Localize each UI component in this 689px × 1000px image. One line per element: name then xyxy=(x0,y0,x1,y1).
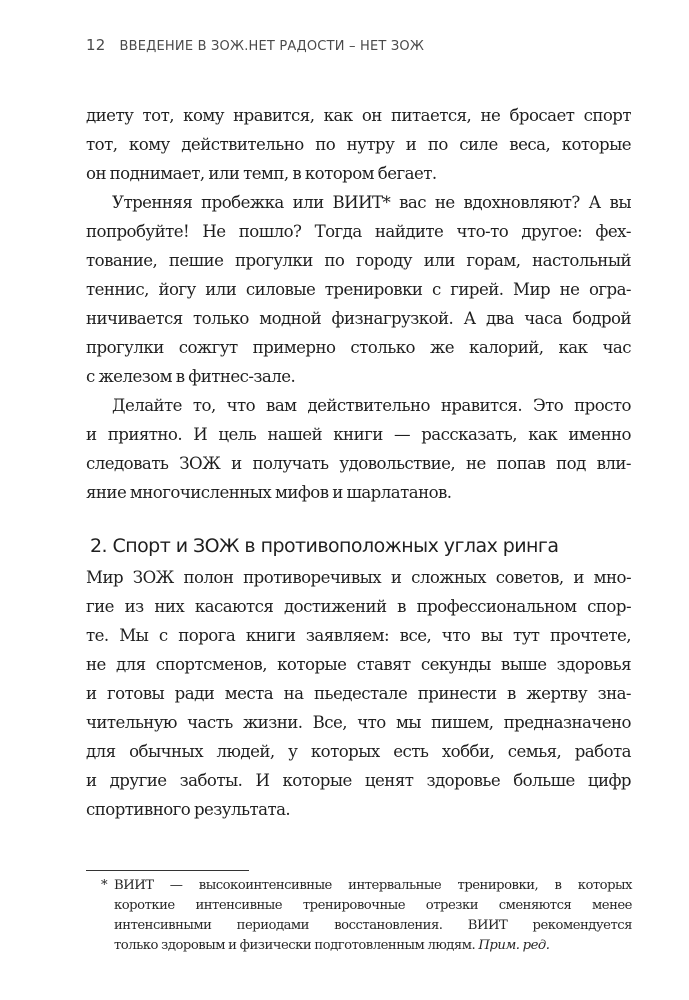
footnote-line: ВИИТ — высокоинтенсивные интервальные тренировки, в которых xyxy=(114,878,632,893)
text-line: гие из них касаются достижений в профессиональном спор- xyxy=(86,597,631,616)
text-line: тование, пешие прогулки по городу или горам, настольный xyxy=(86,251,631,270)
text-line: следовать ЗОЖ и получать удовольствие, не попав под вли- xyxy=(86,454,631,473)
footnote-marker: * xyxy=(101,878,108,893)
text-line: попробуйте! Не пошло? Тогда найдите что-то другое: фех- xyxy=(86,222,631,241)
text-line: Делайте то, что вам действительно нравится. Это просто xyxy=(112,396,631,415)
footnote-last-text: только здоровым и физически подготовленным людям. xyxy=(114,938,476,953)
footnote-line: короткие интенсивные тренировочные отрезки сменяются менее xyxy=(114,898,632,913)
text-line: не для спортсменов, которые ставят секунды выше здоровья xyxy=(86,655,631,674)
footnote-divider xyxy=(86,870,249,871)
running-title: ВВЕДЕНИЕ В ЗОЖ.НЕТ РАДОСТИ – НЕТ ЗОЖ xyxy=(119,39,425,54)
section-heading: 2. Спорт и ЗОЖ в противоположных углах ринга xyxy=(90,535,559,557)
text-line: для обычных людей, у которых есть хобби, семья, работа xyxy=(86,742,631,761)
footnote-line xyxy=(114,936,632,956)
text-line: те. Мы с порога книги заявляем: все, что вы тут прочтете, xyxy=(86,626,631,645)
page-number: 12 xyxy=(86,36,106,54)
text-line: диету тот, кому нравится, как он питается, не бросает спорт xyxy=(86,106,631,125)
text-line: Утренняя пробежка или ВИИТ* вас не вдохновляют? А вы xyxy=(112,193,631,212)
text-line: он поднимает, или темп, в котором бегает. xyxy=(86,164,437,183)
text-line: спортивного результата. xyxy=(86,800,291,819)
text-line: тот, кому действительно по нутру и по силе веса, которые xyxy=(86,135,631,154)
text-line: прогулки сожгут примерно столько же калорий, как час xyxy=(86,338,631,357)
text-line: Мир ЗОЖ полон противоречивых и сложных советов, и мно- xyxy=(86,568,631,587)
text-line: яние многочисленных мифов и шарлатанов. xyxy=(86,483,452,502)
text-line: теннис, йогу или силовые тренировки с гирей. Мир не огра- xyxy=(86,280,631,299)
text-line: и приятно. И цель нашей книги — рассказать, как именно xyxy=(86,425,631,444)
text-line: ничивается только модной физнагрузкой. А два часа бодрой xyxy=(86,309,631,328)
footnote-line: интенсивными периодами восстановления. ВИИТ рекомендуется xyxy=(114,918,632,933)
text-line: и готовы ради места на пьедестале принести в жертву зна- xyxy=(86,684,631,703)
text-line: и другие заботы. И которые ценят здоровье больше цифр xyxy=(86,771,631,790)
text-line: с железом в фитнес-зале. xyxy=(86,367,296,386)
text-line: чительную часть жизни. Все, что мы пишем, предназначено xyxy=(86,713,631,732)
editor-note: Прим. ред. xyxy=(478,938,550,953)
running-header xyxy=(86,36,424,54)
